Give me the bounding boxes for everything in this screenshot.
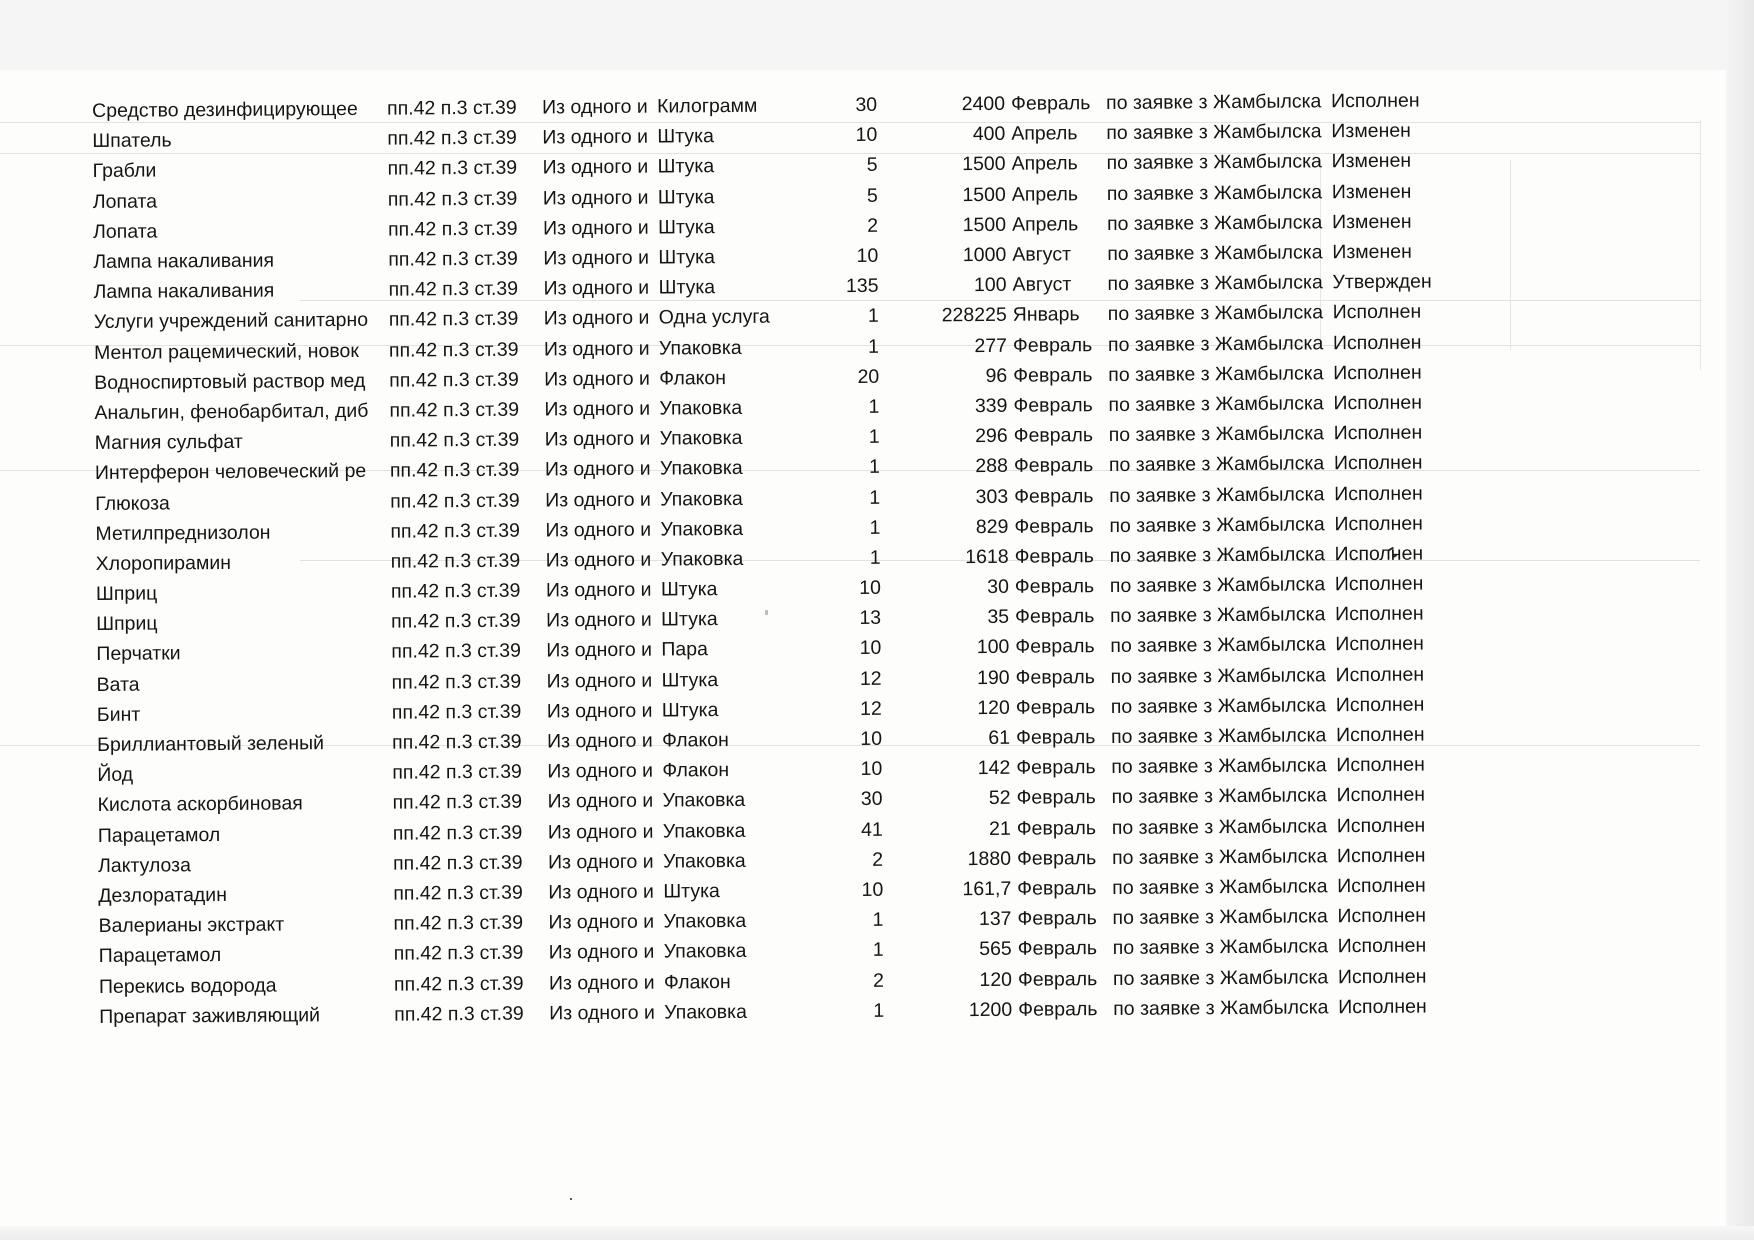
procurement-list (92, 85, 1478, 1032)
status-cell: Исполнен (1336, 783, 1426, 807)
month-cell: Февраль (1013, 394, 1093, 417)
request-note-cell: по заявке з Жамбылска (1109, 573, 1326, 598)
legal-basis-cell: пп.42 п.3 ст.39 (391, 670, 522, 694)
unit-cell: Упаковка (659, 427, 743, 450)
procurement-method-cell: Из одного и (545, 518, 652, 542)
price-cell: 1200 (968, 998, 1013, 1021)
quantity-cell: 12 (859, 667, 882, 690)
month-cell: Апрель (1011, 122, 1078, 146)
item-name-cell: Лопата (92, 220, 158, 243)
procurement-method-cell: Из одного и (544, 457, 651, 481)
procurement-method-cell: Из одного и (546, 608, 652, 632)
quantity-cell: 10 (859, 576, 881, 600)
procurement-method-cell: Из одного и (547, 790, 654, 813)
price-cell: 52 (988, 787, 1011, 810)
procurement-method-cell: Из одного и (542, 186, 649, 210)
legal-basis-cell: пп.42 п.3 ст.39 (393, 911, 524, 935)
scan-right-edge (1726, 0, 1754, 1240)
unit-cell: Упаковка (662, 789, 746, 812)
month-cell: Февраль (1016, 816, 1097, 840)
request-note-cell: по заявке з Жамбылска (1107, 331, 1324, 356)
unit-cell: Штука (661, 698, 719, 722)
procurement-method-cell: Из одного и (543, 307, 650, 330)
quantity-cell: 5 (866, 154, 878, 177)
unit-cell: Штука (657, 125, 715, 148)
item-name-cell: Интерферон человеческий ре (94, 460, 367, 485)
procurement-method-cell: Из одного и (546, 639, 653, 662)
item-name-cell: Шприц (95, 582, 158, 606)
status-cell: Исполнен (1336, 844, 1426, 868)
price-cell: 339 (974, 394, 1008, 418)
price-cell: 161,7 (962, 877, 1012, 901)
price-cell: 565 (979, 938, 1012, 961)
price-cell: 296 (975, 424, 1008, 448)
quantity-cell: 135 (845, 275, 879, 298)
unit-cell: Флакон (662, 759, 730, 782)
request-note-cell: по заявке з Жамбылска (1109, 513, 1325, 537)
legal-basis-cell: пп.42 п.3 ст.39 (391, 609, 521, 633)
quantity-cell: 1 (873, 999, 885, 1022)
month-cell: Апрель (1011, 182, 1079, 206)
unit-cell: Упаковка (662, 819, 746, 843)
price-cell: 400 (972, 123, 1006, 146)
procurement-method-cell: Из одного и (543, 246, 649, 270)
item-name-cell: Вата (96, 673, 140, 696)
item-name-cell: Метилпреднизолон (95, 521, 271, 545)
unit-cell: Упаковка (659, 457, 743, 480)
procurement-method-cell: Из одного и (545, 488, 651, 511)
month-cell: Февраль (1013, 424, 1094, 447)
price-cell: 1618 (965, 545, 1009, 569)
item-name-cell: Лампа накаливания (93, 249, 275, 274)
procurement-method-cell: Из одного и (547, 850, 654, 874)
request-note-cell: по заявке з Жамбылска (1107, 271, 1323, 296)
month-cell: Февраль (1013, 363, 1093, 387)
item-name-cell: Анальгин, фенобарбитал, диб (94, 399, 369, 424)
item-name-cell: Хлоропирамин (95, 551, 232, 575)
procurement-method-cell: Из одного и (543, 337, 650, 361)
legal-basis-cell: пп.42 п.3 ст.39 (390, 579, 521, 603)
price-cell: 288 (975, 455, 1009, 478)
procurement-method-cell: Из одного и (545, 548, 652, 572)
top-scan-shadow (0, 0, 1754, 70)
item-name-cell: Препарат заживляющий (99, 1003, 321, 1028)
unit-cell: Штука (661, 668, 719, 692)
price-cell: 1000 (962, 243, 1007, 267)
month-cell: Февраль (1015, 726, 1096, 749)
legal-basis-cell: пп.42 п.3 ст.39 (390, 489, 520, 513)
month-cell: Февраль (1017, 937, 1098, 961)
status-cell: Исполнен (1335, 633, 1424, 656)
item-name-cell: Валерианы экстракт (98, 913, 285, 938)
legal-basis-cell: пп.42 п.3 ст.39 (390, 519, 521, 543)
month-cell: Февраль (1015, 665, 1095, 689)
bleed-rule (1510, 160, 1511, 350)
item-name-cell: Парацетамол (97, 823, 221, 847)
month-cell: Февраль (1018, 997, 1098, 1021)
status-cell: Исполнен (1338, 995, 1427, 1018)
quantity-cell: 1 (868, 395, 880, 418)
quantity-cell: 5 (866, 184, 878, 207)
legal-basis-cell: пп.42 п.3 ст.39 (394, 1002, 524, 1026)
item-name-cell: Шпатель (92, 129, 172, 153)
status-cell: Изменен (1331, 180, 1412, 203)
request-note-cell: по заявке з Жамбылска (1112, 935, 1329, 960)
item-name-cell: Лампа накаливания (93, 279, 275, 304)
unit-cell: Штука (658, 246, 715, 269)
quantity-cell: 10 (856, 244, 879, 268)
request-note-cell: по заявке з Жамбылска (1110, 694, 1327, 718)
month-cell: Февраль (1017, 967, 1098, 991)
legal-basis-cell: пп.42 п.3 ст.39 (392, 730, 522, 754)
price-cell: 1500 (962, 213, 1007, 237)
status-cell: Исполнен (1335, 663, 1425, 686)
request-note-cell: по заявке з Жамбылска (1107, 241, 1323, 266)
status-cell: Изменен (1332, 240, 1412, 264)
legal-basis-cell: пп.42 п.3 ст.39 (389, 458, 520, 483)
month-cell: Февраль (1015, 605, 1095, 629)
unit-cell: Штука (658, 276, 716, 299)
table-body (92, 85, 1478, 1032)
quantity-cell: 10 (860, 727, 883, 751)
legal-basis-cell: пп.42 п.3 ст.39 (388, 277, 519, 301)
item-name-cell: Шприц (96, 612, 158, 636)
month-cell: Февраль (1015, 695, 1096, 719)
quantity-cell: 2 (873, 969, 885, 992)
legal-basis-cell: пп.42 п.3 ст.39 (393, 972, 524, 996)
quantity-cell: 1 (869, 516, 881, 539)
month-cell: Февраль (1012, 333, 1093, 357)
price-cell: 120 (977, 696, 1010, 719)
item-name-cell: Перекись водорода (98, 974, 277, 998)
request-note-cell: по заявке з Жамбылска (1108, 452, 1325, 477)
legal-basis-cell: пп.42 п.3 ст.39 (387, 96, 517, 120)
legal-basis-cell: пп.42 п.3 ст.39 (392, 760, 522, 784)
request-note-cell: по заявке з Жамбылска (1106, 120, 1322, 145)
item-name-cell: Кислота аскорбиновая (97, 792, 303, 817)
quantity-cell: 2 (867, 214, 879, 237)
request-note-cell: по заявке з Жамбылска (1110, 633, 1326, 658)
request-note-cell: по заявке з Жамбылска (1106, 180, 1323, 205)
request-note-cell: по заявке з Жамбылска (1108, 422, 1325, 447)
request-note-cell: по заявке з Жамбылска (1112, 905, 1328, 930)
status-cell: Исполнен (1337, 934, 1427, 958)
month-cell: Февраль (1017, 907, 1097, 930)
bleed-rule (1700, 120, 1701, 370)
quantity-cell: 30 (855, 93, 878, 117)
price-cell: 21 (988, 817, 1011, 840)
unit-cell: Штука (660, 578, 718, 601)
request-note-cell: по заявке з Жамбылска (1110, 603, 1326, 628)
status-cell: Изменен (1331, 119, 1411, 143)
status-cell: Изменен (1331, 210, 1412, 234)
price-cell: 190 (976, 666, 1010, 689)
procurement-method-cell: Из одного и (544, 427, 651, 451)
month-cell: Апрель (1011, 152, 1078, 176)
unit-cell: Упаковка (660, 487, 743, 511)
status-cell: Исполнен (1336, 814, 1426, 837)
status-cell: Утвержден (1332, 270, 1432, 294)
price-cell: 277 (974, 334, 1008, 357)
unit-cell: Упаковка (662, 849, 746, 873)
month-cell: Февраль (1014, 514, 1094, 538)
status-cell: Исполнен (1337, 904, 1427, 928)
scan-bottom-edge (0, 1226, 1754, 1240)
legal-basis-cell: пп.42 п.3 ст.39 (388, 247, 518, 271)
legal-basis-cell: пп.42 п.3 ст.39 (392, 821, 523, 845)
quantity-cell: 10 (861, 878, 884, 901)
unit-cell: Флакон (661, 729, 729, 752)
request-note-cell: по заявке з Жамбылска (1107, 301, 1324, 326)
month-cell: Февраль (1017, 877, 1097, 900)
legal-basis-cell: пп.42 п.3 ст.39 (388, 308, 519, 332)
month-cell: Февраль (1011, 92, 1091, 115)
item-name-cell: Лопата (92, 190, 158, 213)
procurement-method-cell: Из одного и (544, 397, 651, 421)
request-note-cell: по заявке з Жамбылска (1110, 724, 1327, 749)
legal-basis-cell: пп.42 п.3 ст.39 (392, 791, 523, 815)
request-note-cell: по заявке з Жамбылска (1108, 392, 1324, 416)
price-cell: 1500 (962, 153, 1006, 176)
quantity-cell: 10 (859, 637, 882, 660)
price-cell: 228225 (941, 304, 1007, 327)
procurement-method-cell: Из одного и (548, 880, 654, 904)
price-cell: 137 (978, 907, 1012, 931)
item-name-cell: Глюкоза (95, 491, 170, 515)
quantity-cell: 1 (869, 546, 881, 569)
procurement-method-cell: Из одного и (542, 125, 649, 149)
procurement-method-cell: Из одного и (548, 910, 655, 934)
month-cell: Февраль (1016, 756, 1096, 779)
legal-basis-cell: пп.42 п.3 ст.39 (387, 217, 518, 241)
status-cell: Изменен (1331, 150, 1412, 173)
item-name-cell: Дезлоратадин (98, 883, 228, 907)
price-cell: 1880 (967, 847, 1012, 870)
status-cell: Исполнен (1333, 391, 1423, 415)
status-cell: Исполнен (1336, 753, 1425, 777)
month-cell: Февраль (1016, 846, 1097, 870)
request-note-cell: по заявке з Жамбылска (1113, 996, 1329, 1020)
legal-basis-cell: пп.42 п.3 ст.39 (389, 398, 520, 422)
unit-cell: Упаковка (659, 396, 743, 420)
legal-basis-cell: пп.42 п.3 ст.39 (388, 338, 519, 362)
price-cell: 2400 (961, 92, 1006, 116)
item-name-cell: Перчатки (96, 642, 181, 666)
request-note-cell: по заявке з Жамбылска (1112, 965, 1329, 990)
legal-basis-cell: пп.42 п.3 ст.39 (389, 428, 520, 452)
quantity-cell: 13 (859, 607, 882, 630)
request-note-cell: по заявке з Жамбылска (1110, 663, 1326, 688)
month-cell: Февраль (1014, 484, 1094, 508)
item-name-cell: Услуги учреждений санитарно (93, 309, 369, 334)
item-name-cell: Йод (97, 763, 134, 787)
request-note-cell: по заявке з Жамбылска (1111, 845, 1328, 869)
quantity-cell: 1 (867, 305, 879, 328)
status-cell: Исполнен (1334, 542, 1424, 566)
quantity-cell: 12 (860, 697, 882, 720)
procurement-method-cell: Из одного и (542, 216, 649, 240)
request-note-cell: по заявке з Жамбылска (1112, 875, 1328, 899)
price-cell: 96 (985, 364, 1008, 387)
item-name-cell: Грабли (92, 159, 157, 183)
legal-basis-cell: пп.42 п.3 ст.39 (391, 700, 522, 724)
legal-basis-cell: пп.42 п.3 ст.39 (387, 126, 517, 150)
month-cell: Август (1012, 273, 1072, 296)
quantity-cell: 10 (860, 758, 883, 781)
unit-cell: Упаковка (663, 940, 747, 963)
unit-cell: Упаковка (658, 336, 742, 360)
request-note-cell: по заявке з Жамбылска (1111, 754, 1327, 779)
unit-cell: Флакон (663, 970, 731, 994)
procurement-method-cell: Из одного и (542, 156, 649, 179)
unit-cell: Упаковка (660, 547, 744, 571)
procurement-method-cell: Из одного и (548, 971, 655, 994)
unit-cell: Штука (661, 608, 718, 631)
month-cell: Январь (1012, 303, 1080, 327)
month-cell: Февраль (1014, 545, 1094, 568)
status-cell: Исполнен (1337, 965, 1427, 988)
unit-cell: Упаковка (663, 910, 747, 933)
unit-cell: Штука (663, 880, 720, 903)
legal-basis-cell: пп.42 п.3 ст.39 (391, 640, 521, 664)
unit-cell: Штука (657, 155, 715, 179)
price-cell: 35 (987, 606, 1010, 629)
unit-cell: Килограмм (657, 94, 758, 118)
unit-cell: Пара (661, 638, 709, 662)
item-name-cell: Лактулоза (97, 854, 192, 877)
item-name-cell: Бинт (96, 703, 141, 726)
status-cell: Исполнен (1335, 602, 1424, 626)
price-cell: 61 (988, 726, 1011, 750)
procurement-method-cell: Из одного и (547, 759, 654, 783)
quantity-cell: 2 (872, 848, 884, 871)
unit-cell: Одна услуга (658, 306, 770, 329)
procurement-method-cell: Из одного и (544, 367, 650, 391)
procurement-method-cell: Из одного и (547, 820, 654, 844)
month-cell: Апрель (1011, 213, 1079, 236)
procurement-method-cell: Из одного и (548, 940, 655, 964)
legal-basis-cell: пп.42 п.3 ст.39 (393, 941, 524, 965)
quantity-cell: 41 (860, 818, 883, 841)
procurement-method-cell: Из одного и (542, 95, 648, 119)
legal-basis-cell: пп.42 п.3 ст.39 (390, 549, 521, 573)
status-cell: Исполнен (1335, 693, 1425, 717)
quantity-cell: 1 (872, 908, 884, 932)
request-note-cell: по заявке з Жамбылска (1106, 211, 1323, 235)
price-cell: 30 (987, 575, 1009, 599)
request-note-cell: по заявке з Жамбылска (1111, 814, 1328, 839)
procurement-table (92, 85, 1478, 1032)
quantity-cell: 20 (857, 365, 880, 388)
status-cell: Исполнен (1333, 451, 1423, 475)
request-note-cell: по заявке з Жамбылска (1109, 482, 1325, 507)
price-cell: 100 (976, 636, 1010, 659)
quantity-cell: 10 (855, 124, 878, 147)
status-cell: Исполнен (1337, 874, 1426, 898)
request-note-cell: по заявке з Жамбылска (1106, 150, 1322, 175)
status-cell: Исполнен (1335, 723, 1425, 747)
month-cell: Февраль (1016, 786, 1096, 810)
unit-cell: Флакон (659, 366, 727, 390)
unit-cell: Штука (657, 215, 715, 239)
price-cell: 303 (975, 485, 1009, 508)
legal-basis-cell: пп.42 п.3 ст.39 (393, 881, 523, 905)
procurement-method-cell: Из одного и (546, 669, 653, 693)
request-note-cell: по заявке з Жамбылска (1108, 362, 1324, 386)
item-name-cell: Парацетамол (98, 944, 222, 968)
price-cell: 120 (979, 968, 1013, 991)
month-cell: Февраль (1014, 575, 1095, 598)
item-name-cell: Бриллиантовый зеленый (97, 732, 325, 757)
request-note-cell: по заявке з Жамбылска (1111, 784, 1327, 809)
item-name-cell: Ментол рацемический, новок (93, 339, 359, 364)
quantity-cell: 1 (869, 486, 881, 509)
price-cell: 100 (973, 274, 1007, 297)
quantity-cell: 1 (868, 335, 880, 358)
price-cell: 829 (975, 515, 1009, 538)
legal-basis-cell: пп.42 п.3 ст.39 (392, 851, 523, 875)
month-cell: Февраль (1015, 635, 1095, 659)
status-cell: Исполнен (1334, 512, 1423, 535)
price-cell: 142 (977, 757, 1011, 780)
month-cell: Февраль (1013, 454, 1094, 478)
unit-cell: Упаковка (664, 1000, 747, 1024)
quantity-cell: 1 (872, 939, 884, 962)
item-name-cell: Водноспиртовый раствор мед (94, 369, 366, 394)
month-cell: Август (1012, 243, 1072, 266)
legal-basis-cell: пп.42 п.3 ст.39 (387, 187, 518, 211)
procurement-method-cell: Из одного и (543, 276, 650, 300)
legal-basis-cell: пп.42 п.3 ст.39 (387, 157, 518, 181)
procurement-method-cell: Из одного и (546, 699, 653, 723)
status-cell: Исполнен (1330, 89, 1420, 113)
status-cell: Исполнен (1334, 572, 1424, 596)
status-cell: Исполнен (1334, 482, 1423, 505)
procurement-method-cell: Из одного и (545, 578, 652, 602)
status-cell: Исполнен (1333, 361, 1422, 385)
status-cell: Исполнен (1332, 300, 1422, 324)
status-cell: Исполнен (1333, 421, 1423, 445)
procurement-method-cell: Из одного и (549, 1001, 655, 1025)
quantity-cell: 30 (860, 788, 883, 811)
legal-basis-cell: пп.42 п.3 ст.39 (389, 368, 519, 392)
speck (570, 1198, 572, 1200)
item-name-cell: Магния сульфат (94, 430, 243, 455)
unit-cell: Упаковка (660, 517, 744, 541)
item-name-cell: Средство дезинфицирующее (92, 98, 358, 123)
price-cell: 1500 (962, 183, 1006, 206)
request-note-cell: по заявке з Жамбылска (1109, 543, 1326, 567)
procurement-method-cell: Из одного и (546, 729, 653, 753)
quantity-cell: 1 (868, 456, 881, 479)
unit-cell: Штука (657, 185, 715, 209)
status-cell: Исполнен (1332, 331, 1422, 354)
request-note-cell: по заявке з Жамбылска (1106, 90, 1322, 115)
quantity-cell: 1 (868, 425, 880, 449)
